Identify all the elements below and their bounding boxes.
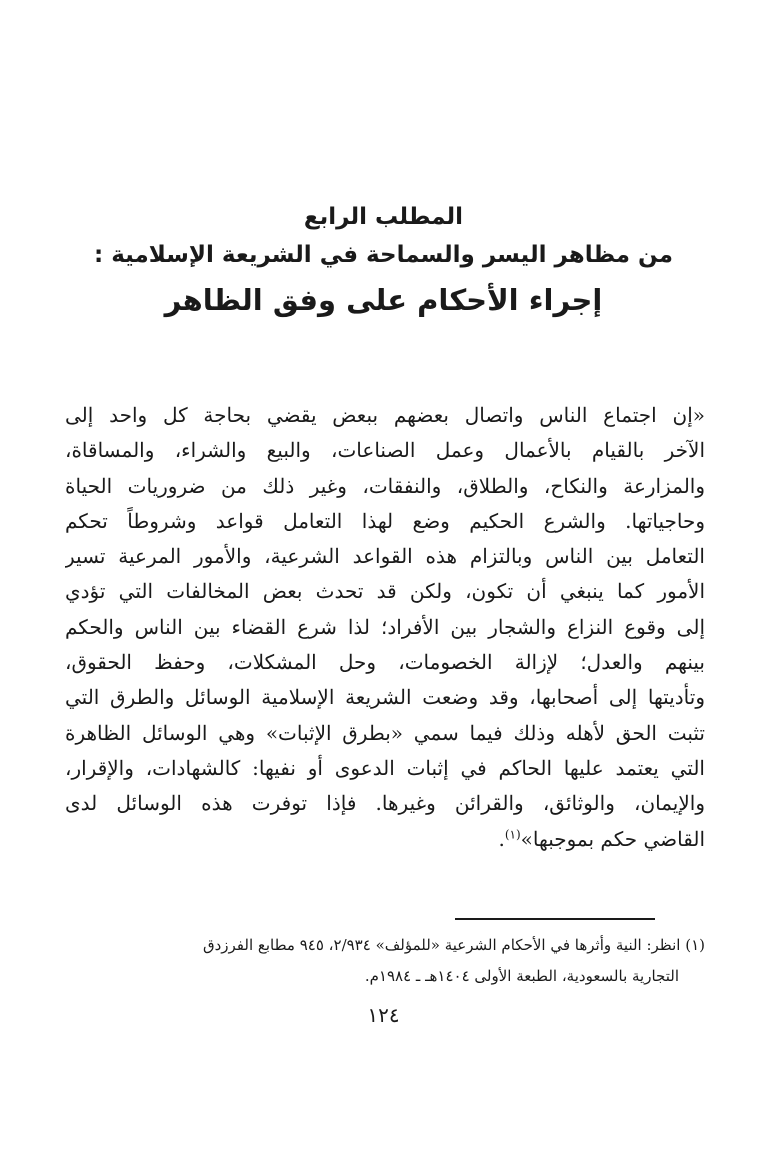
body-line: إلى وقوع النزاع والشجار بين الأفراد؛ لذا شرع القضاء بين الناس والحكم bbox=[65, 614, 705, 639]
body-last-line-text: القاضي حكم بموجبها» bbox=[520, 826, 705, 851]
body-line: التي يعتمد عليها الحاكم في إثبات الدعوى أو نفيها: كالشهادات، والإقرار، bbox=[65, 755, 705, 780]
heading-block bbox=[60, 198, 707, 324]
footnote-divider bbox=[455, 918, 655, 920]
footnote-reference[interactable]: (١) bbox=[504, 826, 521, 841]
body-line: «إن اجتماع الناس واتصال بعضهم ببعض يقضي بحاجة كل واحد إلى bbox=[65, 403, 705, 427]
footnote bbox=[65, 930, 705, 992]
body-last-line-end: . bbox=[498, 826, 505, 851]
body-paragraph bbox=[65, 398, 705, 857]
body-line: التعامل بين الناس وبالتزام هذه القواعد الشرعية، والأمور المرعية تسير bbox=[65, 544, 705, 569]
body-line: الأمور كما ينبغي أن تكون، ولكن قد تحدث بعض المخالفات التي تؤدي bbox=[65, 579, 705, 604]
footnote-line: (١) انظر: النية وأثرها في الأحكام الشرعية «للمؤلف» ٢/٩٣٤، ٩٤٥ مطابع الفرزدق bbox=[202, 936, 705, 954]
footnote-line: التجارية بالسعودية، الطبعة الأولى ١٤٠٤هـ ـ ١٩٨٤م. bbox=[364, 967, 679, 985]
body-line: تثبت الحق لأهله وذلك فيما سمي «بطرق الإثبات» وهي الوسائل الظاهرة bbox=[65, 720, 705, 745]
body-last-line bbox=[65, 822, 705, 857]
body-line: والإيمان، والوثائق، والقرائن وغيرها. فإذا توفرت هذه الوسائل لدى bbox=[65, 791, 705, 816]
body-line: وتأديتها إلى أصحابها، وقد وضعت الشريعة الإسلامية الوسائل والطرق التي bbox=[65, 685, 705, 710]
body-line: الآخر بالقيام بالأعمال وعمل الصناعات، والبيع والشراء، والمساقاة، bbox=[65, 438, 705, 463]
body-line: والمزارعة والنكاح، والطلاق، والنفقات، وغير ذلك من ضروريات الحياة bbox=[65, 473, 705, 498]
section-title: إجراء الأحكام على وفق الظاهر bbox=[164, 283, 603, 317]
body-line: بينهم والعدل؛ لإزالة الخصومات، وحل المشكلات، وحفظ الحقوق، bbox=[65, 650, 705, 675]
body-line: وحاجياتها. والشرع الحكيم وضع لهذا التعامل قواعد وشروطاً تحكم bbox=[65, 508, 705, 533]
section-label: المطلب الرابع bbox=[303, 204, 464, 230]
page-number: ١٢٤ bbox=[367, 1003, 400, 1027]
section-subtitle: من مظاهر اليسر والسماحة في الشريعة الإسلامية : bbox=[94, 242, 673, 268]
